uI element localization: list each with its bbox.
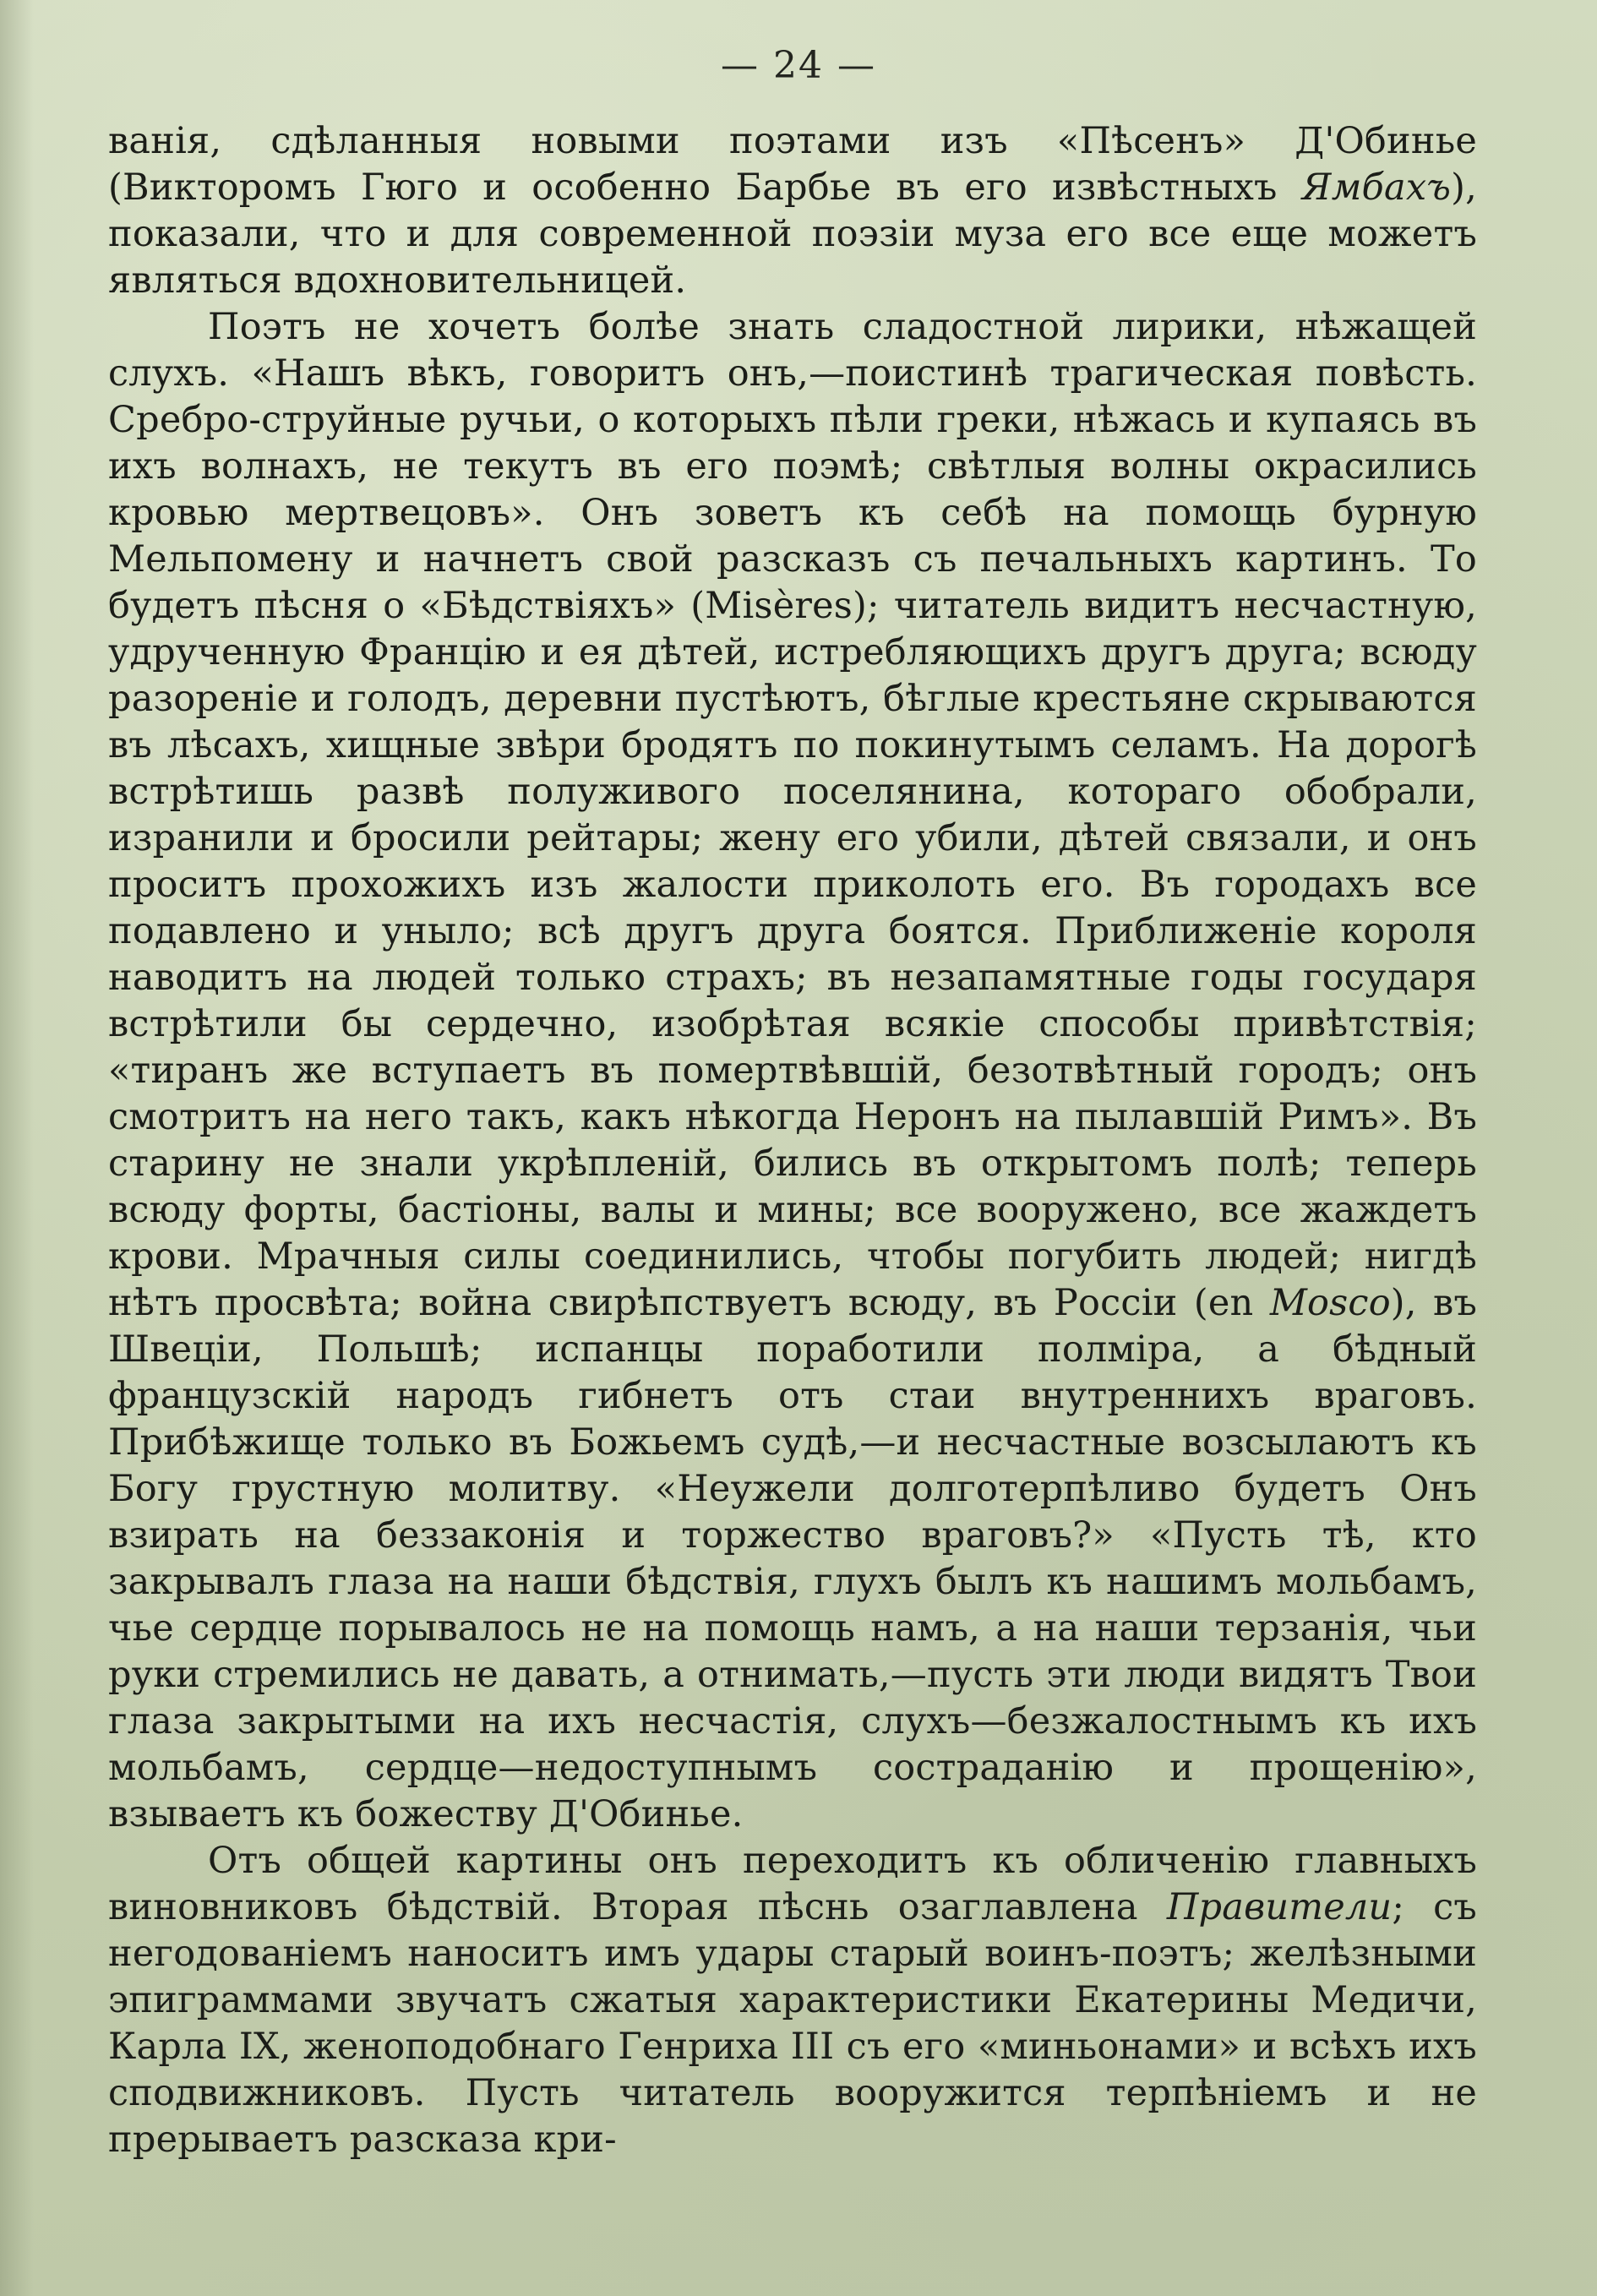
text-run: ), въ Швеціи, Польшѣ; испанцы поработили полміра, а бѣдный французскій народъ гибнетъ отъ стаи внутреннихъ враговъ. Прибѣжище только въ Божьемъ судѣ,—и несчастные возсылаютъ къ Богу грустную молитву. «Неужели долготерпѣливо будетъ Онъ взирать на беззаконія и торжество враговъ?» «Пусть тѣ, кто закрывалъ глаза на наши бѣдствія, глухъ былъ къ нашимъ мольбамъ, чье сердце порывалось не на помощь намъ, а на наши терзанія, чьи руки стремились не давать, а отнимать,—пусть эти люди видятъ Твои глаза закрытыми на ихъ несчастія, слухъ—безжалостнымъ къ ихъ мольбамъ, сердце—недоступнымъ состраданію и прощенію», взываетъ къ божеству Д'Обинье. <box>108 1282 1477 1835</box>
italic-text: Правители <box>1166 1886 1393 1928</box>
page-edge-shadow <box>0 0 34 2296</box>
body-text <box>108 118 1477 2163</box>
text-run: ванія, сдѣланныя новыми поэтами изъ «Пѣсенъ» Д'Обинье (Викторомъ Гюго и особенно Барбье въ его извѣстныхъ <box>108 120 1477 209</box>
page-number: — 24 — <box>721 44 876 87</box>
text-run: Отъ общей картины онъ переходитъ къ обличенію главныхъ виновниковъ бѣдствій. Вторая пѣснь озаглавлена <box>108 1840 1477 1928</box>
italic-text: Mosco <box>1269 1282 1391 1324</box>
paragraph <box>108 1838 1477 2163</box>
text-run: Поэтъ не хочетъ болѣе знать сладостной лирики, нѣжащей слухъ. «Нашъ вѣкъ, говоритъ онъ,—поистинѣ трагическая повѣсть. Сребро-струйные ручьи, о которыхъ пѣли греки, нѣжась и купаясь въ ихъ волнахъ, не текутъ въ его поэмѣ; свѣтлыя волны окрасились кровью мертвецовъ». Онъ зоветъ къ себѣ на помощь бурную Мельпомену и начнетъ свой разсказъ съ печальныхъ картинъ. То будетъ пѣсня о «Бѣдствіяхъ» (Misères); читатель видитъ несчастную, удрученную Францію и ея дѣтей, истребляющихъ другъ друга; всюду разореніе и голодъ, деревни пустѣютъ, бѣглые крестьяне скрываются въ лѣсахъ, хищные звѣри бродятъ по покинутымъ селамъ. На дорогѣ встрѣтишь развѣ полуживого поселянина, котораго обобрали, изранили и бросили рейтары; жену его убили, дѣтей связали, и онъ проситъ прохожихъ изъ жалости приколоть его. Въ городахъ все подавлено и уныло; всѣ другъ друга боятся. Приближеніе короля наводитъ на людей только страхъ; въ незапамятные годы государя встрѣтили бы сердечно, изобрѣтая всякіе способы привѣтствія; «тиранъ же вступаетъ въ помертвѣвшій, безотвѣтный городъ; онъ смотритъ на него такъ, какъ нѣкогда Неронъ на пылавшій Римъ». Въ старину не знали укрѣпленій, бились въ открытомъ полѣ; теперь всюду форты, бастіоны, валы и мины; все вооружено, все жаждетъ крови. Мрачныя силы соединились, чтобы погубить людей; нигдѣ нѣтъ просвѣта; война свирѣпствуетъ всюду, въ Россіи (en <box>108 306 1477 1324</box>
text-run: ; съ негодованіемъ наноситъ имъ удары старый воинъ-поэтъ; желѣзными эпиграммами звучатъ сжатыя характеристики Екатерины Медичи, Карла IX, женоподобнаго Генриха III съ его «миньонами» и всѣхъ ихъ сподвижниковъ. Пусть читатель вооружится терпѣніемъ и не прерываетъ разсказа кри- <box>108 1886 1477 2161</box>
text-run: ), показали, что и для современной поэзіи муза его все еще можетъ являться вдохновительницей. <box>108 166 1477 302</box>
italic-text: Ямбахъ <box>1301 166 1452 209</box>
paragraph <box>108 304 1477 1838</box>
paragraph <box>108 118 1477 304</box>
